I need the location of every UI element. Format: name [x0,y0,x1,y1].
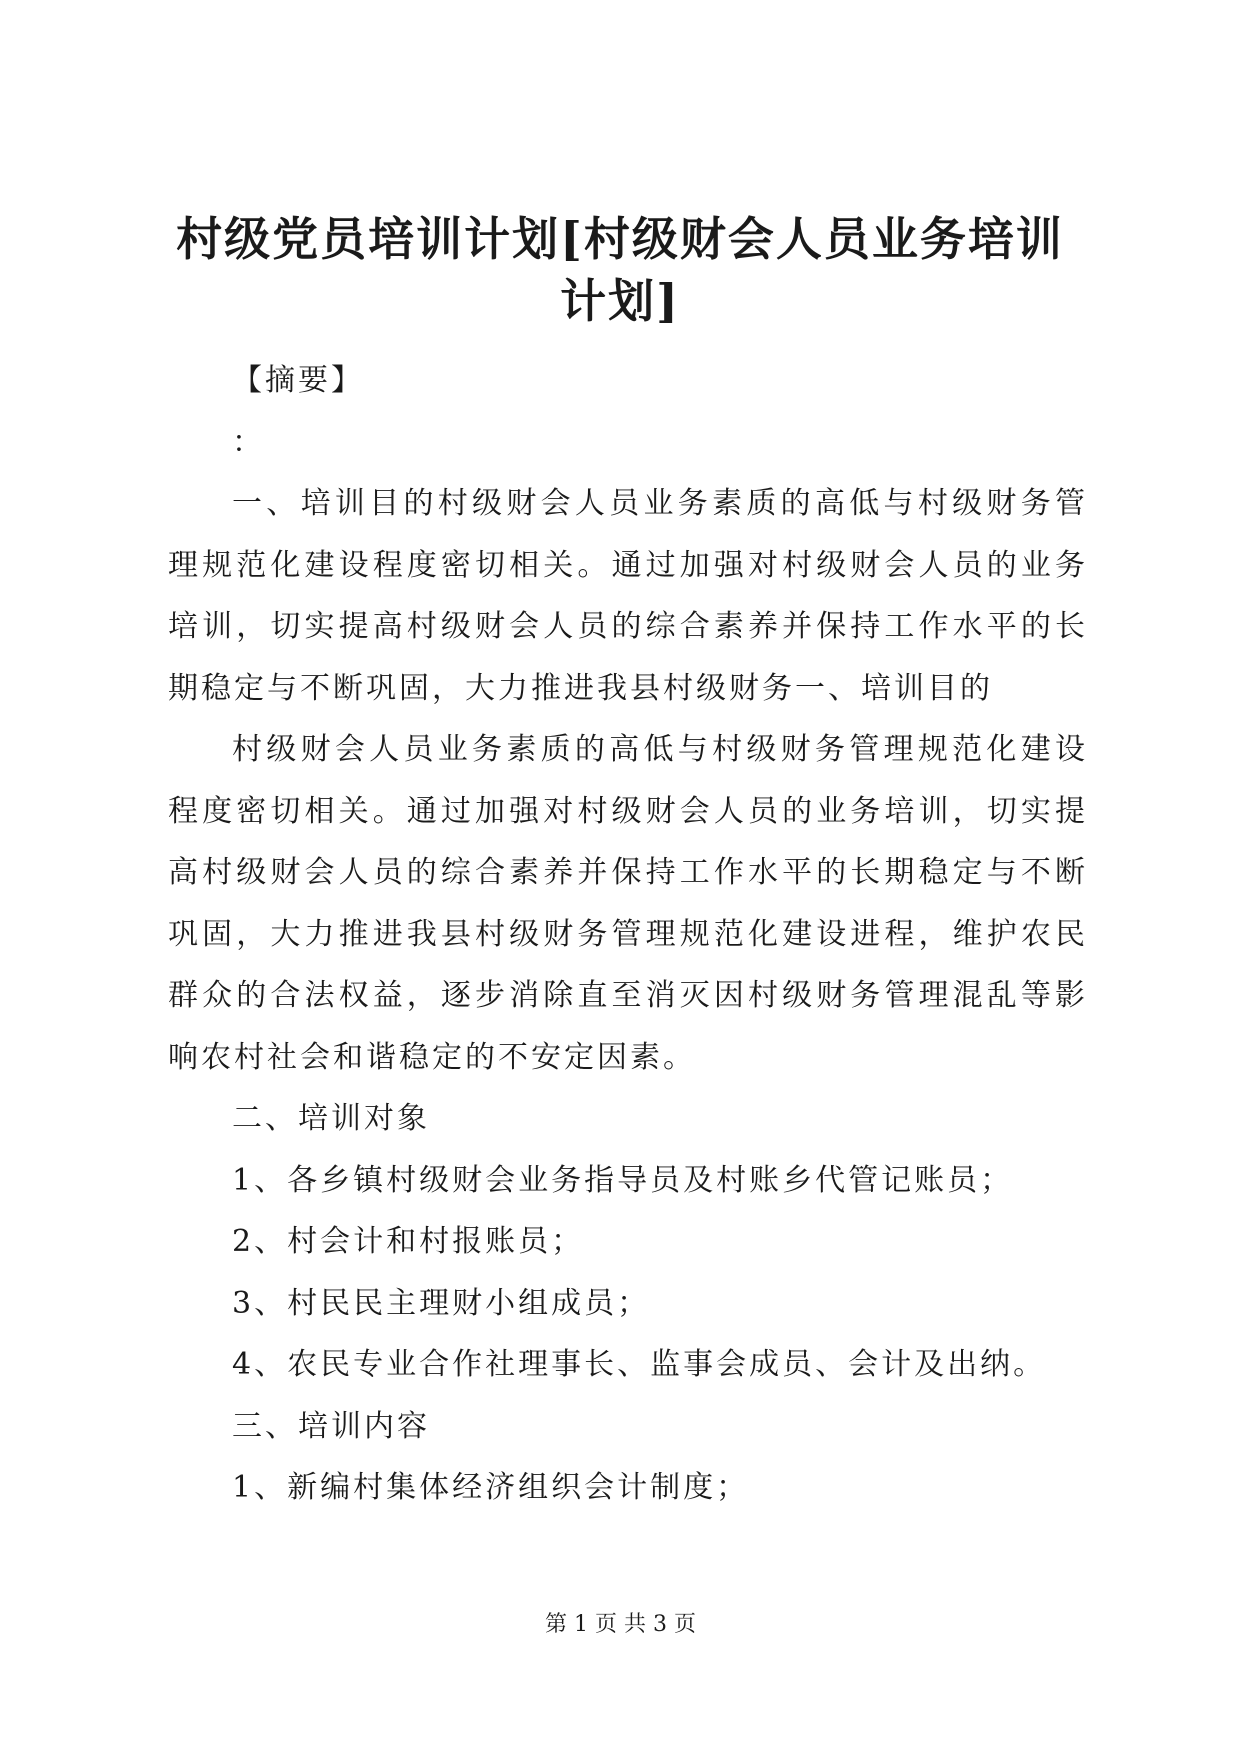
list-item: 4、农民专业合作社理事长、监事会成员、会计及出纳。 [232,1347,1047,1382]
paragraph: ： [232,424,265,460]
list-item: 1、新编村集体经济组织会计制度； [232,1470,750,1505]
list-item: 1、各乡镇村级财会业务指导员及村账乡代管记账员； [232,1162,1014,1198]
paragraph: 一、培训目的村级财会人员业务素质的高低与村级财务管理规范化建设程度密切相关。通过加强对村级财会人员的业务培训，切实提高村级财会人员的综合素养并保持工作水平的长期稳定与不断巩固，大力推进我县村级财务一、培训目的 [168,486,1088,706]
list-item: 2、村会计和村报账员； [232,1224,585,1259]
document-body [168,350,1088,1519]
paragraph: 村级财会人员业务素质的高低与村级财务管理规范化建设程度密切相关。通过加强对村级财会人员的业务培训，切实提高村级财会人员的综合素养并保持工作水平的长期稳定与不断巩固，大力推进我县村级财务管理规范化建设进程，维护农民群众的合法权益，逐步消除直至消灭因村级财务管理混乱等影响农村社会和谐稳定的不安定因素。 [168,732,1088,1075]
section-heading: 三、培训内容 [232,1408,430,1444]
page-footer: 第 1 页 共 3 页 [545,1612,696,1637]
document-title: 村级党员培训计划[村级财会人员业务培训计划] [176,212,1064,328]
paragraph: 【摘要】 [232,363,364,398]
list-item: 3、村民民主理财小组成员； [232,1285,651,1321]
section-heading: 二、培训对象 [232,1101,430,1136]
